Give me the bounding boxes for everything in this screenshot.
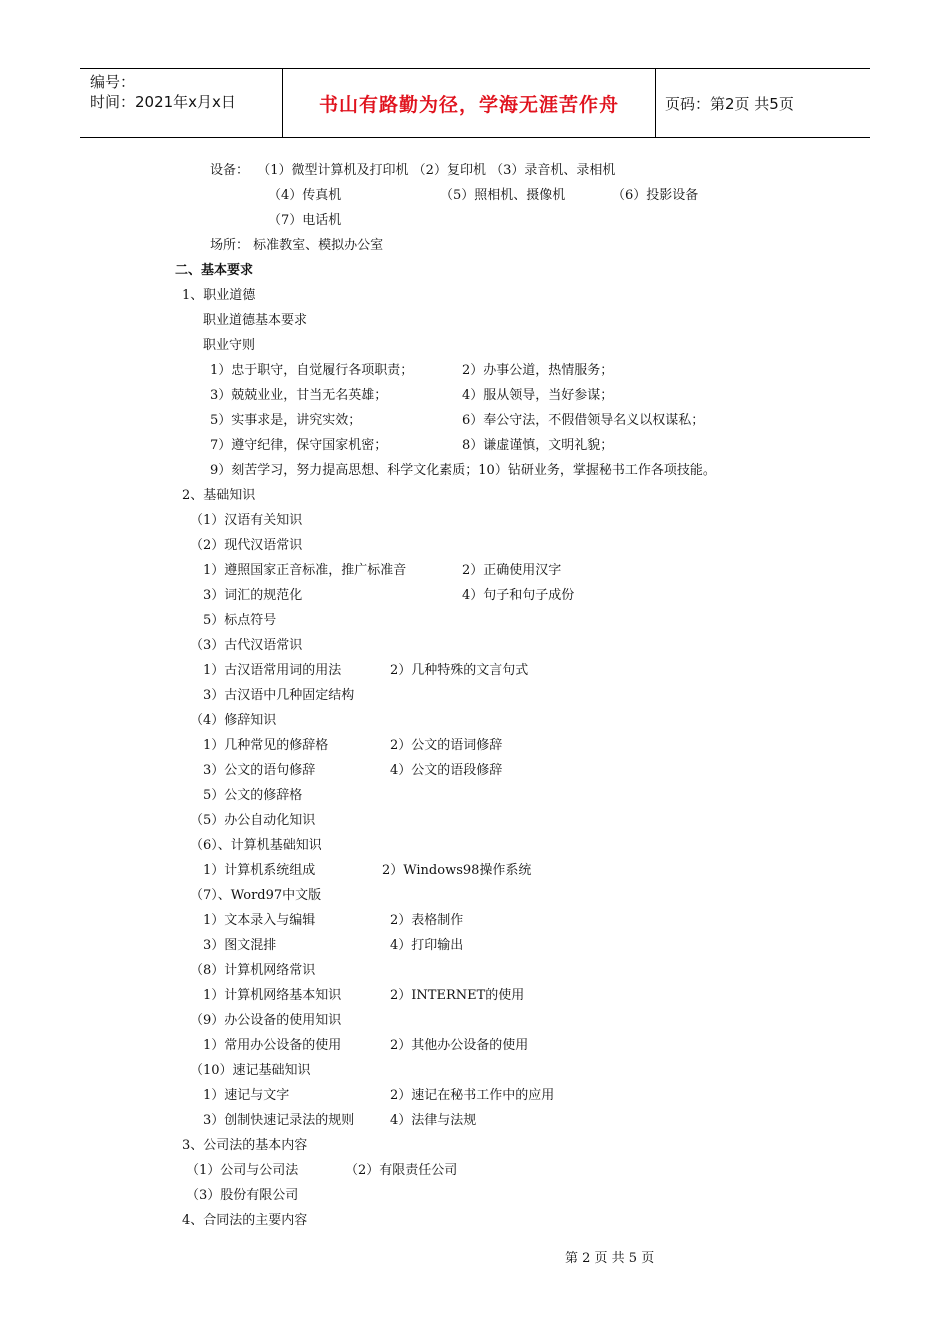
list-item: （6）、计算机基础知识 bbox=[190, 838, 322, 853]
list-item: 2）其他办公设备的使用 bbox=[390, 1038, 529, 1053]
list-item: 3）兢兢业业，甘当无名英雄； bbox=[210, 388, 388, 403]
list-item: 1）忠于职守，自觉履行各项职责； bbox=[210, 363, 414, 378]
number-label: 编号： bbox=[90, 73, 136, 91]
list-item: 9）刻苦学习，努力提高思想、科学文化素质；10）钻研业务，掌握秘书工作各项技能。 bbox=[210, 463, 716, 478]
header-left bbox=[90, 72, 236, 112]
list-item: 2）正确使用汉字 bbox=[462, 563, 562, 578]
list-item: 1）计算机系统组成 bbox=[203, 863, 316, 878]
list-item: 2）Windows98操作系统 bbox=[382, 863, 532, 878]
list-item: 6）奉公守法，不假借领导名义以权谋私； bbox=[462, 413, 705, 428]
subsection-heading: 1、职业道德 bbox=[182, 288, 256, 303]
list-item: 4）法律与法规 bbox=[390, 1113, 477, 1128]
list-item: 2）办事公道，热情服务； bbox=[462, 363, 614, 378]
list-item: 1）速记与文字 bbox=[203, 1088, 290, 1103]
list-item: 5）标点符号 bbox=[203, 613, 277, 628]
list-item: 2）几种特殊的文言句式 bbox=[390, 663, 529, 678]
list-item: 4）打印输出 bbox=[390, 938, 464, 953]
subsection-heading: 4、合同法的主要内容 bbox=[182, 1213, 308, 1228]
header-divider bbox=[655, 69, 656, 137]
header-page-number: 页码：第2页 共5页 bbox=[665, 95, 794, 113]
list-item: 1）计算机网络基本知识 bbox=[203, 988, 342, 1003]
list-item: 2）INTERNET的使用 bbox=[390, 988, 525, 1003]
page-footer: 第 2 页 共 5 页 bbox=[565, 1251, 655, 1266]
list-item: （1）汉语有关知识 bbox=[190, 513, 303, 528]
text-line: 职业守则 bbox=[203, 338, 256, 353]
text-line: （5）照相机、摄像机 bbox=[440, 188, 566, 203]
list-item: 3）古汉语中几种固定结构 bbox=[203, 688, 355, 703]
list-item: （10）速记基础知识 bbox=[190, 1063, 311, 1078]
list-item: （7）、Word97中文版 bbox=[190, 888, 322, 903]
list-item: 2）表格制作 bbox=[390, 913, 464, 928]
list-item: 4）服从领导，当好参谋； bbox=[462, 388, 614, 403]
list-item: 3）图文混排 bbox=[203, 938, 277, 953]
list-item: （2）有限责任公司 bbox=[345, 1163, 458, 1178]
list-item: 1）遵照国家正音标准，推广标准音 bbox=[203, 563, 407, 578]
page-header bbox=[80, 68, 870, 138]
venue-line: 场所： 标准教室、模拟办公室 bbox=[210, 238, 384, 253]
subsection-heading: 2、基础知识 bbox=[182, 488, 256, 503]
list-item: 1）常用办公设备的使用 bbox=[203, 1038, 342, 1053]
list-item: （3）古代汉语常识 bbox=[190, 638, 303, 653]
text-line: （4）传真机 bbox=[268, 188, 342, 203]
list-item: 3）公文的语句修辞 bbox=[203, 763, 316, 778]
list-item: 3）创制快速记录法的规则 bbox=[203, 1113, 355, 1128]
list-item: 3）词汇的规范化 bbox=[203, 588, 303, 603]
subsection-heading: 3、公司法的基本内容 bbox=[182, 1138, 308, 1153]
section-heading: 二、基本要求 bbox=[175, 263, 254, 278]
list-item: （5）办公自动化知识 bbox=[190, 813, 316, 828]
list-item: （9）办公设备的使用知识 bbox=[190, 1013, 342, 1028]
list-item: 7）遵守纪律，保守国家机密； bbox=[210, 438, 388, 453]
list-item: 5）公文的修辞格 bbox=[203, 788, 303, 803]
list-item: （2）现代汉语常识 bbox=[190, 538, 303, 553]
list-item: 1）几种常见的修辞格 bbox=[203, 738, 329, 753]
list-item: 2）速记在秘书工作中的应用 bbox=[390, 1088, 555, 1103]
list-item: （3）股份有限公司 bbox=[186, 1188, 299, 1203]
equipment-line: 设备： （1）微型计算机及打印机 （2）复印机 （3）录音机、录相机 bbox=[210, 163, 616, 178]
list-item: （8）计算机网络常识 bbox=[190, 963, 316, 978]
text-line: （7）电话机 bbox=[268, 213, 342, 228]
list-item: 1）文本录入与编辑 bbox=[203, 913, 316, 928]
list-item: 2）公文的语词修辞 bbox=[390, 738, 503, 753]
list-item: 4）公文的语段修辞 bbox=[390, 763, 503, 778]
text-line: （6）投影设备 bbox=[612, 188, 699, 203]
list-item: 8）谦虚谨慎，文明礼貌； bbox=[462, 438, 614, 453]
list-item: 5）实事求是，讲究实效； bbox=[210, 413, 362, 428]
list-item: （1）公司与公司法 bbox=[186, 1163, 299, 1178]
list-item: 4）句子和句子成份 bbox=[462, 588, 575, 603]
text-line: 职业道德基本要求 bbox=[203, 313, 308, 328]
list-item: （4）修辞知识 bbox=[190, 713, 277, 728]
header-motto: 书山有路勤为径，学海无涯苦作舟 bbox=[318, 93, 619, 116]
list-item: 1）古汉语常用词的用法 bbox=[203, 663, 342, 678]
time-label: 时间：2021年x月x日 bbox=[90, 93, 236, 111]
